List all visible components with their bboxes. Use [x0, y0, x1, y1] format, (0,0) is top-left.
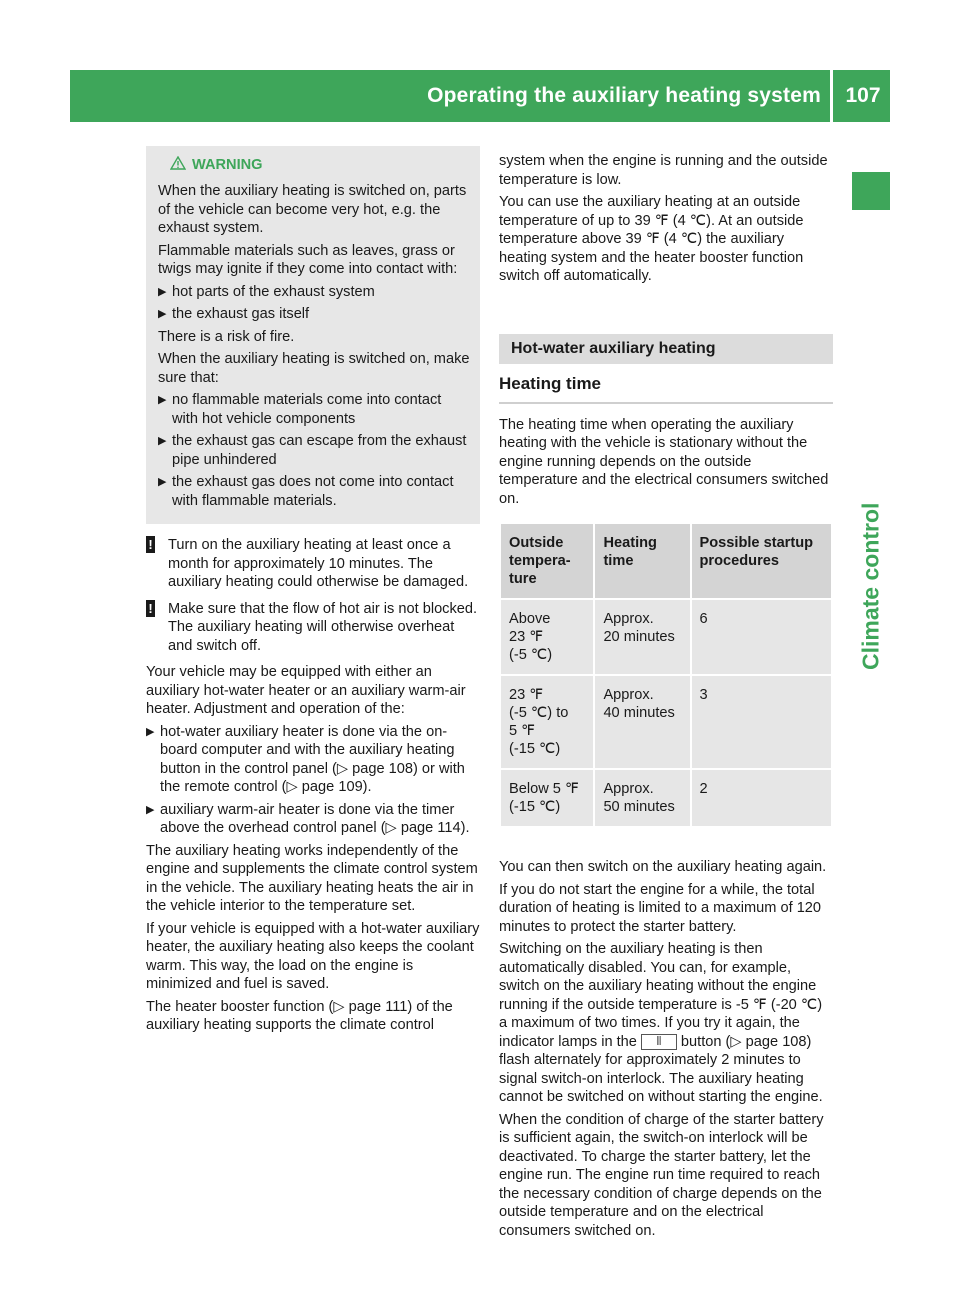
- warning-box: [146, 146, 480, 524]
- right-column: [499, 152, 833, 1244]
- body-paragraph: Your vehicle may be equipped with either an auxiliary hot-water heater or an auxiliary warm-air heater. Adjustment and operation of the:: [146, 664, 466, 717]
- heating-button-icon: ⫼: [641, 1034, 677, 1050]
- bullet-icon: ▶: [146, 803, 155, 816]
- list-item: ▶ hot-water auxiliary heater is done via the on-board computer and with the auxiliary heating button in the control panel (▷ page 108) or with the remote control (▷ page 109).: [146, 723, 465, 795]
- table-cell: Approx. 50 minutes: [595, 770, 689, 826]
- table-row: [501, 770, 831, 826]
- page-title: Operating the auxiliary heating system: [427, 84, 821, 107]
- table-cell: Approx. 40 minutes: [595, 676, 689, 768]
- bullet-icon: ▶: [158, 394, 167, 406]
- body-paragraph: The heating time when operating the auxiliary heating with the vehicle is stationary without the engine running depends on the outside temperature and the electrical consumers switched on.: [499, 416, 829, 507]
- table-row: [501, 676, 831, 768]
- bullet-icon: ▶: [158, 476, 167, 488]
- warning-triangle-icon: [170, 156, 186, 174]
- list-item: ▶ auxiliary warm-air heater is done via the timer above the overhead control panel (▷ page 114).: [146, 801, 470, 836]
- body-paragraph: When the condition of charge of the starter battery is sufficient again, the switch-on interlock will be deactivated. To charge the starter battery, let the engine run. The engine run time required to reach the necessary condition of charge depends on the outside temperature and on the electrical consumers switched on.: [499, 1111, 824, 1239]
- section-marker: [852, 172, 890, 210]
- exclamation-icon: !: [146, 536, 155, 553]
- side-tab: [852, 210, 890, 670]
- exclamation-icon: !: [146, 600, 155, 617]
- warning-text: When the auxiliary heating is switched on, make sure that:: [158, 351, 470, 386]
- bullet-icon: ▶: [158, 285, 167, 298]
- body-paragraph: The auxiliary heating works independently of the engine and supplements the climate control system in the vehicle. The auxiliary heating heats the air in the vehicle interior to the temperature set.: [146, 842, 478, 914]
- warning-text: Flammable materials such as leaves, grass or twigs may ignite if they come into contact with:: [158, 242, 458, 277]
- warning-text: When the auxiliary heating is switched on, parts of the vehicle can become very hot, e.g. the exhaust system.: [158, 183, 467, 236]
- body-paragraph: system when the engine is running and the outside temperature is low.: [499, 153, 828, 188]
- warning-text: There is a risk of fire.: [158, 328, 295, 345]
- table-cell: Above 23 ℉ (-5 ℃): [501, 600, 593, 674]
- list-item: ▶ the exhaust gas does not come into contact with flammable materials.: [158, 474, 454, 509]
- bullet-icon: ▶: [146, 725, 155, 738]
- heating-time-table: [499, 522, 833, 828]
- body-paragraph: If you do not start the engine for a while, the total duration of heating is limited to a maximum of 120 minutes to protect the starter battery.: [499, 881, 822, 935]
- page-number: 107: [845, 84, 881, 107]
- table-cell: 2: [692, 770, 831, 826]
- page-header: [70, 70, 890, 122]
- table-row: [501, 600, 831, 674]
- column-header: Heating time: [595, 524, 689, 598]
- warning-heading: [158, 156, 470, 174]
- list-item: ▶ the exhaust gas can escape from the exhaust pipe unhindered: [158, 433, 467, 468]
- note-item: ! Make sure that the flow of hot air is not blocked. The auxiliary heating will otherwise overheat and switch off.: [146, 600, 480, 656]
- list-item: ▶ hot parts of the exhaust system: [158, 283, 375, 300]
- note-item: ! Turn on the auxiliary heating at least once a month for approximately 10 minutes. The auxiliary heating could otherwise be damaged.: [146, 536, 480, 592]
- table-cell: Approx. 20 minutes: [595, 600, 689, 674]
- subsection-heading: Heating time: [499, 374, 833, 404]
- list-item: ▶ the exhaust gas itself: [158, 306, 310, 322]
- body-paragraph: The heater booster function (▷ page 111) of the auxiliary heating supports the climate control: [146, 998, 453, 1033]
- warning-title: WARNING: [192, 157, 263, 173]
- bullet-icon: ▶: [158, 308, 167, 320]
- table-cell: 3: [692, 676, 831, 768]
- left-column: [146, 146, 480, 1039]
- table-header-row: [501, 524, 831, 598]
- section-heading: Hot-water auxiliary heating: [499, 334, 833, 364]
- side-tab-label: Climate control: [857, 502, 884, 670]
- body-paragraph: If your vehicle is equipped with a hot-water auxiliary heater, the auxiliary heating also keeps the coolant warm. This way, the load on the engine is minimized and fuel is saved.: [146, 920, 480, 992]
- body-paragraph: Switching on the auxiliary heating is then automatically disabled. You can, for example, switch on the auxiliary heating without the engine running if the outside temperature is -5 ℉ (-20 ℃) a maximum of two times. If you try it again, the indicator lamps in the ⫼ button (▷ page 108) flash alternately for approximately 2 minutes to signal switch-on interlock. The auxiliary heating cannot be switched on without starting the engine.: [499, 941, 823, 1105]
- table-cell: 6: [692, 600, 831, 674]
- table-cell: 23 ℉ (-5 ℃) to 5 ℉ (-15 ℃): [501, 676, 593, 768]
- column-header: Outside tempera- ture: [501, 524, 593, 598]
- bullet-icon: ▶: [158, 435, 167, 447]
- body-paragraph: You can then switch on the auxiliary heating again.: [499, 859, 827, 875]
- list-item: ▶ no flammable materials come into contact with hot vehicle components: [158, 392, 442, 427]
- header-divider: [830, 70, 833, 122]
- body-paragraph: You can use the auxiliary heating at an outside temperature of up to 39 ℉ (4 ℃). At an outside temperature above 39 ℉ (4 ℃) the auxiliary heating system and the heater booster function switch off automatically.: [499, 194, 804, 284]
- table-cell: Below 5 ℉ (-15 ℃): [501, 770, 593, 826]
- column-header: Possible startup procedures: [692, 524, 831, 598]
